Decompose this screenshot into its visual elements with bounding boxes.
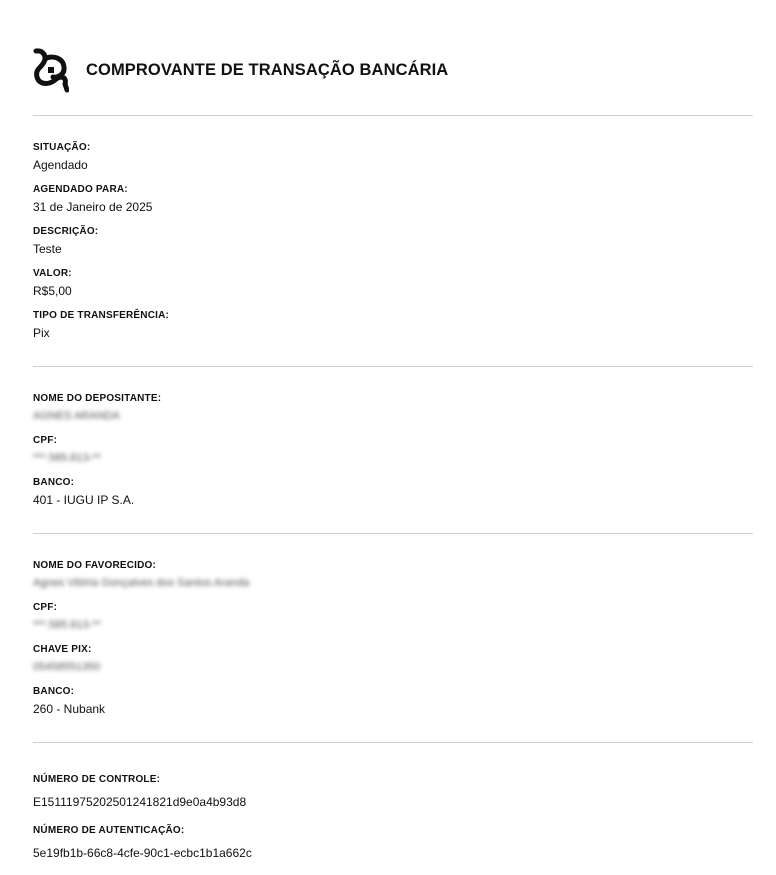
document-header xyxy=(33,46,69,94)
scheduled-date-label: AGENDADO PARA: xyxy=(33,184,128,195)
depositor-cpf-field xyxy=(33,435,101,465)
header-divider xyxy=(33,115,753,116)
bank-brand-logo-icon xyxy=(33,47,69,93)
beneficiary-bank-label: BANCO: xyxy=(33,686,75,697)
depositor-bank-value: 401 - IUGU IP S.A. xyxy=(33,493,135,507)
auth-number-field xyxy=(33,825,252,860)
auth-number-label: NÚMERO DE AUTENTICAÇÃO: xyxy=(33,825,185,836)
auth-number-value: 5e19fb1b-66c8-4cfe-90c1-ecbc1b1a662c xyxy=(33,846,252,860)
control-number-field xyxy=(33,774,246,809)
description-label: DESCRIÇÃO: xyxy=(33,226,99,237)
document-title: COMPROVANTE DE TRANSAÇÃO BANCÁRIA xyxy=(86,61,449,79)
section-divider xyxy=(33,533,753,534)
control-number-label: NÚMERO DE CONTROLE: xyxy=(33,774,161,785)
pix-key-field xyxy=(33,644,100,674)
depositor-name-label: NOME DO DEPOSITANTE: xyxy=(33,393,162,404)
transfer-type-field xyxy=(33,310,169,340)
amount-label: VALOR: xyxy=(33,268,72,279)
amount-field xyxy=(33,268,72,298)
pix-key-value: 05458551350 xyxy=(33,661,101,673)
beneficiary-name-field xyxy=(33,560,249,590)
scheduled-date-field xyxy=(33,184,152,214)
beneficiary-name-label: NOME DO FAVORECIDO: xyxy=(33,560,157,571)
description-value: Teste xyxy=(33,242,62,256)
depositor-cpf-label: CPF: xyxy=(33,435,58,446)
control-number-value: E15111975202501241821d9e0a4b93d8 xyxy=(33,795,247,809)
beneficiary-bank-field xyxy=(33,686,105,716)
transfer-type-label: TIPO DE TRANSFERÊNCIA: xyxy=(33,310,170,321)
depositor-bank-field xyxy=(33,477,134,507)
transfer-type-value: Pix xyxy=(33,326,50,340)
scheduled-date-value: 31 de Janeiro de 2025 xyxy=(33,200,153,214)
status-value: Agendado xyxy=(33,158,88,172)
depositor-bank-label: BANCO: xyxy=(33,477,75,488)
amount-value: R$5,00 xyxy=(33,284,72,298)
depositor-name-field xyxy=(33,393,161,423)
status-label: SITUAÇÃO: xyxy=(33,142,91,153)
description-field xyxy=(33,226,98,256)
depositor-name-value: AGNES ARANDA xyxy=(33,410,120,422)
depositor-cpf-value: ***.585.813-** xyxy=(33,452,101,464)
pix-key-label: CHAVE PIX: xyxy=(33,644,92,655)
beneficiary-cpf-field xyxy=(33,602,101,632)
section-divider xyxy=(33,742,753,743)
beneficiary-bank-value: 260 - Nubank xyxy=(33,702,106,716)
section-divider xyxy=(33,366,753,367)
beneficiary-name-value: Agnes Vitória Gonçalves dos Santos Aranda xyxy=(33,577,250,589)
beneficiary-cpf-value: ***.585.813-** xyxy=(33,619,101,631)
status-field xyxy=(33,142,90,172)
beneficiary-cpf-label: CPF: xyxy=(33,602,58,613)
